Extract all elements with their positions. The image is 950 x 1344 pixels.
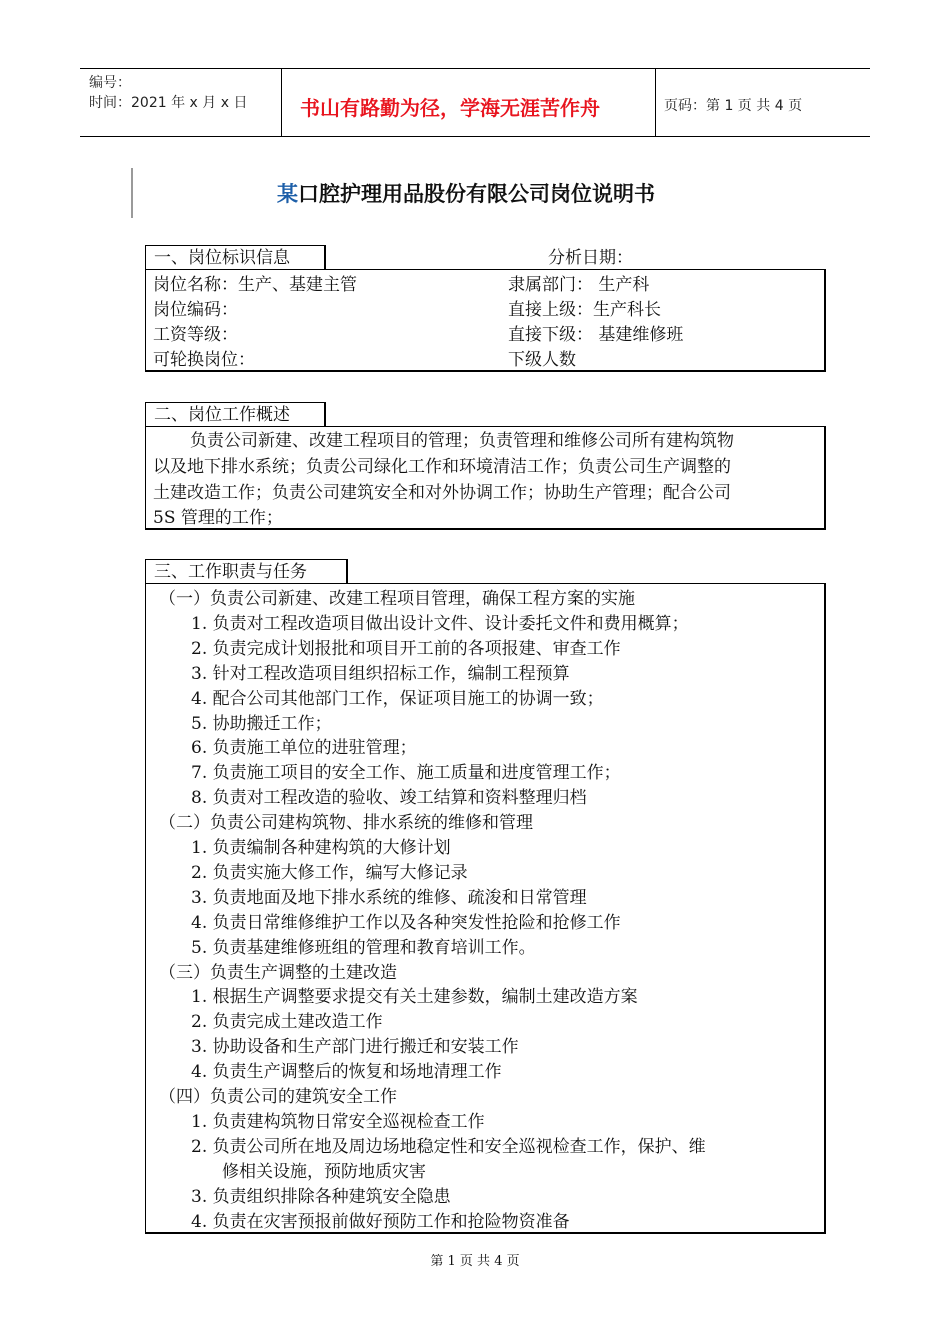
duty-item: 3. 负责组织排除各种建筑安全隐患 [191, 1186, 451, 1207]
duty-item: 2. 负责完成土建改造工作 [191, 1012, 383, 1033]
duty-item: 5. 协助搬迁工作； [191, 713, 332, 734]
department: 隶属部门： 生产科 [508, 275, 650, 295]
duty-item: 4. 负责日常维修维护工作以及各种突发性抢险和抢修工作 [191, 912, 621, 933]
direct-subordinate: 直接下级： 基建维修班 [508, 325, 684, 345]
duty-item: 1. 负责对工程改造项目做出设计文件、设计委托文件和费用概算； [191, 613, 689, 634]
header-bottom-rule [80, 136, 870, 137]
rotatable-position: 可轮换岗位： [153, 350, 255, 370]
header-motto: 书山有路勤为径，学海无涯苦作舟 [300, 96, 600, 120]
duty-item: 3. 协助设备和生产部门进行搬迁和安装工作 [191, 1037, 519, 1058]
document-date: 时间：2021 年 x 月 x 日 [89, 95, 248, 111]
duty-category: （二）负责公司建构筑物、排水系统的维修和管理 [159, 813, 533, 834]
duty-item: 4. 配合公司其他部门工作，保证项目施工的协调一致； [191, 688, 604, 709]
duty-item: 1. 根据生产调整要求提交有关土建参数，编制土建改造方案 [191, 987, 638, 1008]
section3-heading: 三、工作职责与任务 [145, 559, 348, 583]
duty-item: 3. 负责地面及地下排水系统的维修、疏浚和日常管理 [191, 887, 587, 908]
header-page-info: 页码：第 1 页 共 4 页 [664, 98, 803, 114]
duty-item: 7. 负责施工项目的安全工作、施工质量和进度管理工作； [191, 763, 621, 784]
subordinate-count: 下级人数 [508, 350, 576, 370]
position-code: 岗位编码： [153, 300, 238, 320]
duty-item: 3. 针对工程改造项目组织招标工作，编制工程预算 [191, 663, 570, 684]
salary-grade: 工资等级： [153, 325, 238, 345]
position-name: 岗位名称：生产、基建主管 [153, 275, 357, 295]
title-highlight: 某 [277, 182, 298, 206]
duty-item: 6. 负责施工单位的进驻管理； [191, 738, 417, 759]
duty-item: 2. 负责实施大修工作，编写大修记录 [191, 862, 468, 883]
section2-heading: 二、岗位工作概述 [145, 402, 326, 426]
duty-item: 2. 负责公司所在地及周边场地稳定性和安全巡视检查工作，保护、维 [191, 1136, 706, 1157]
document-number-label: 编号： [89, 75, 131, 91]
duty-category: （一）负责公司新建、改建工程项目管理，确保工程方案的实施 [159, 589, 635, 609]
duty-category: （三）负责生产调整的土建改造 [159, 962, 397, 983]
header-divider-1 [281, 68, 282, 136]
duty-item: 修相关设施，预防地质灾害 [222, 1161, 426, 1182]
overview-line-1: 负责公司新建、改建工程项目的管理；负责管理和维修公司所有建构筑物 [190, 431, 734, 451]
page-footer: 第 1 页 共 4 页 [430, 1254, 520, 1269]
document-title [277, 178, 655, 208]
duty-category: （四）负责公司的建筑安全工作 [159, 1087, 397, 1107]
duty-item: 1. 负责编制各种建构筑的大修计划 [191, 838, 451, 858]
duty-item: 8. 负责对工程改造的验收、竣工结算和资料整理归档 [191, 788, 587, 809]
title-text: 口腔护理用品股份有限公司岗位说明书 [298, 182, 655, 206]
overview-line-4: 5S 管理的工作； [153, 508, 283, 528]
duty-item: 4. 负责生产调整后的恢复和场地清理工作 [191, 1062, 502, 1083]
header-divider-2 [655, 68, 656, 136]
section1-heading: 一、岗位标识信息 [145, 245, 326, 269]
overview-line-2: 以及地下排水系统；负责公司绿化工作和环境清洁工作；负责公司生产调整的 [153, 457, 731, 477]
title-accent-bar [131, 168, 133, 218]
duty-item: 1. 负责建构筑物日常安全巡视检查工作 [191, 1111, 485, 1132]
overview-line-3: 土建改造工作；负责公司建筑安全和对外协调工作；协助生产管理；配合公司 [153, 483, 731, 503]
header-top-rule [80, 68, 870, 69]
duty-item: 4. 负责在灾害预报前做好预防工作和抢险物资准备 [191, 1211, 570, 1232]
duty-item: 5. 负责基建维修班组的管理和教育培训工作。 [191, 937, 536, 958]
analysis-date-label: 分析日期： [548, 248, 633, 268]
duty-item: 2. 负责完成计划报批和项目开工前的各项报建、审查工作 [191, 638, 621, 659]
direct-superior: 直接上级：生产科长 [508, 300, 661, 320]
